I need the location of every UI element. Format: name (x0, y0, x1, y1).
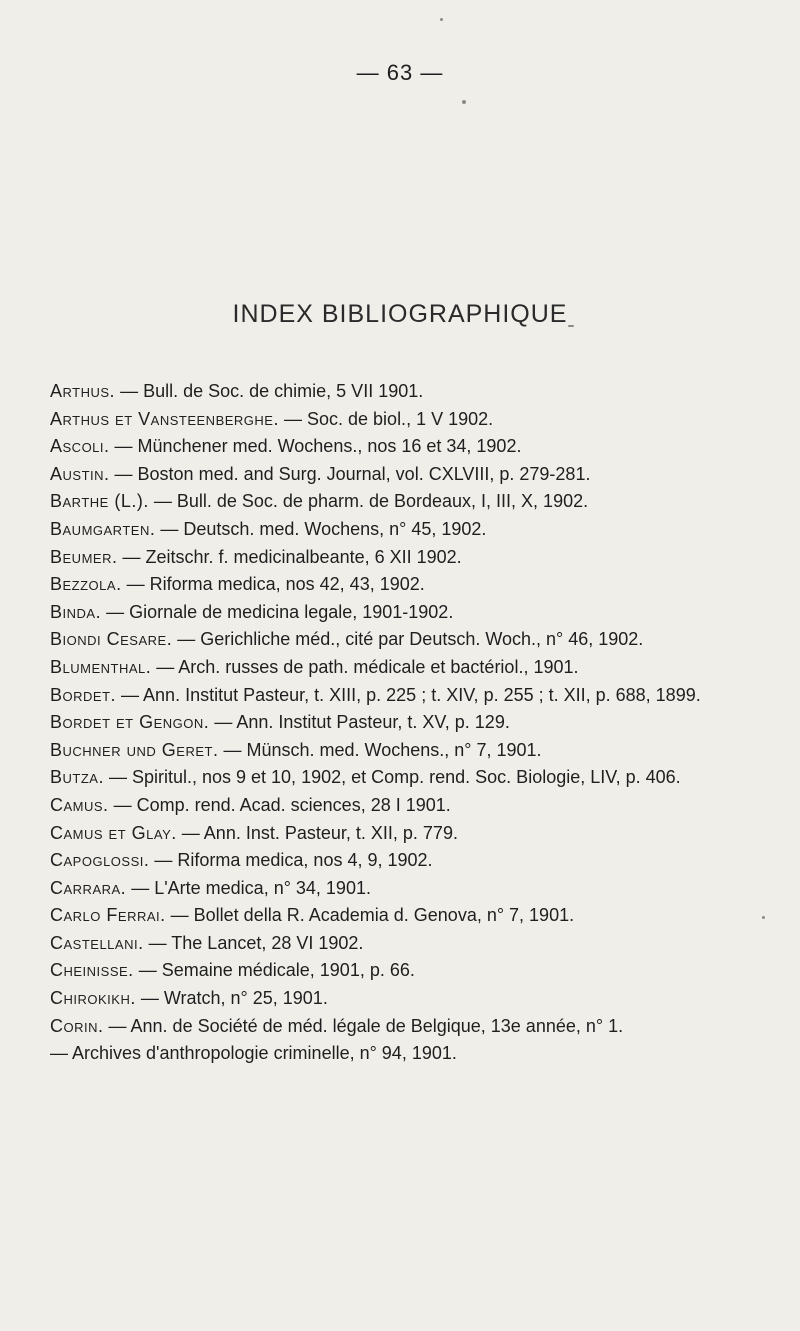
entry-author: Bordet. (50, 684, 117, 705)
list-item (50, 930, 760, 958)
entry-text: — Münchener med. Wochens., nos 16 et 34, 1902. (114, 436, 522, 457)
entry-author: Castellani. (50, 932, 144, 953)
entry-text: — Comp. rend. Acad. sciences, 28 I 1901. (113, 794, 451, 815)
entry-text: — Spiritul., nos 9 et 10, 1902, et Comp. rend. Soc. Biologie, LIV, p. 406. (108, 767, 681, 788)
list-item (50, 985, 760, 1013)
list-item (50, 709, 760, 737)
entry-author: Biondi Cesare. (50, 629, 173, 650)
list-item (50, 764, 760, 792)
list-item (50, 1013, 760, 1041)
entry-author: Chirokikh. (50, 988, 136, 1009)
entry-text: — Bollet della R. Academia d. Genova, n° 7, 1901. (170, 905, 575, 926)
entry-author: Austin. (50, 463, 110, 484)
entry-author: Baumgarten. (50, 518, 156, 539)
list-item (50, 571, 760, 599)
entry-text: — Ann. Institut Pasteur, t. XIII, p. 225 ; t. XIV, p. 255 ; t. XII, p. 688, 1899. (121, 684, 701, 705)
list-item (50, 957, 760, 985)
entry-author: Arthus. (50, 381, 116, 401)
entry-author: Barthe (L.). (50, 491, 149, 512)
entry-text: — L'Arte medica, n° 34, 1901. (131, 877, 371, 898)
entry-author: Butza. (50, 767, 104, 788)
entry-author: Camus et Glay. (50, 822, 177, 843)
list-item (50, 433, 760, 461)
entry-author: Arthus et Vansteenberghe. (50, 408, 279, 429)
paper-speck (462, 100, 466, 104)
list-item (50, 820, 760, 848)
entry-author: Bezzola. (50, 574, 122, 595)
entry-author: Blumenthal. (50, 656, 152, 677)
page-number: — 63 — (356, 60, 444, 85)
list-item (50, 654, 760, 682)
list-item (50, 488, 760, 516)
entry-text: — Wratch, n° 25, 1901. (140, 988, 328, 1009)
entry-text: — Ann. Institut Pasteur, t. XV, p. 129. (214, 712, 510, 733)
paper-speck (568, 325, 574, 327)
entry-text: — Soc. de biol., 1 V 1902. (284, 408, 494, 429)
entry-author: Cheinisse. (50, 960, 134, 981)
list-item (50, 875, 760, 903)
list-item (50, 792, 760, 820)
entry-text: — Bull. de Soc. de chimie, 5 VII 1901. (120, 381, 424, 401)
entry-text: — Gerichliche méd., cité par Deutsch. Woch., n° 46, 1902. (177, 629, 644, 650)
list-item (50, 682, 760, 710)
entry-continuation: — Archives d'anthropologie criminelle, n° 94, 1901. (50, 1043, 457, 1064)
entry-text: — Giornale de medicina legale, 1901-1902. (106, 601, 454, 622)
entry-author: Carlo Ferrai. (50, 905, 166, 926)
entry-text: — Riforma medica, nos 4, 9, 1902. (154, 850, 433, 871)
entry-author: Ascoli. (50, 436, 110, 457)
paper-speck (762, 916, 765, 919)
entry-author: Bordet et Gengon. (50, 712, 210, 733)
entry-author: Binda. (50, 601, 102, 622)
entry-text: — Deutsch. med. Wochens, n° 45, 1902. (160, 518, 487, 539)
entry-author: Camus. (50, 794, 109, 815)
entry-text: — Ann. Inst. Pasteur, t. XII, p. 779. (181, 822, 458, 843)
list-item (50, 516, 760, 544)
entry-text: — Bull. de Soc. de pharm. de Bordeaux, I, III, X, 1902. (153, 491, 589, 512)
list-item (50, 626, 760, 654)
entry-text: — Münsch. med. Wochens., n° 7, 1901. (223, 739, 542, 760)
list-item (50, 544, 760, 572)
bibliography-list (50, 378, 760, 1068)
entry-text: — Ann. de Société de méd. légale de Belgique, 13e année, n° 1. (108, 1015, 624, 1036)
entry-author: Buchner und Geret. (50, 739, 219, 760)
list-item (50, 406, 760, 434)
list-item (50, 847, 760, 875)
list-item (50, 737, 760, 765)
entry-text: — Zeitschr. f. medicinalbeante, 6 XII 1902. (122, 546, 462, 567)
list-item (50, 461, 760, 489)
entry-text: — The Lancet, 28 VI 1902. (148, 932, 364, 953)
paper-speck (440, 18, 443, 21)
list-item (50, 902, 760, 930)
list-item (50, 378, 760, 406)
list-item (50, 599, 760, 627)
entry-author: Beumer. (50, 546, 118, 567)
page-title: INDEX BIBLIOGRAPHIQUE (232, 300, 568, 328)
entry-text: — Riforma medica, nos 42, 43, 1902. (126, 574, 425, 595)
entry-author: Capoglossi. (50, 850, 150, 871)
entry-text: — Arch. russes de path. médicale et bactériol., 1901. (156, 656, 579, 677)
entry-author: Carrara. (50, 877, 127, 898)
entry-text: — Semaine médicale, 1901, p. 66. (138, 960, 415, 981)
entry-text: — Boston med. and Surg. Journal, vol. CXLVIII, p. 279-281. (114, 463, 591, 484)
entry-author: Corin. (50, 1015, 104, 1036)
